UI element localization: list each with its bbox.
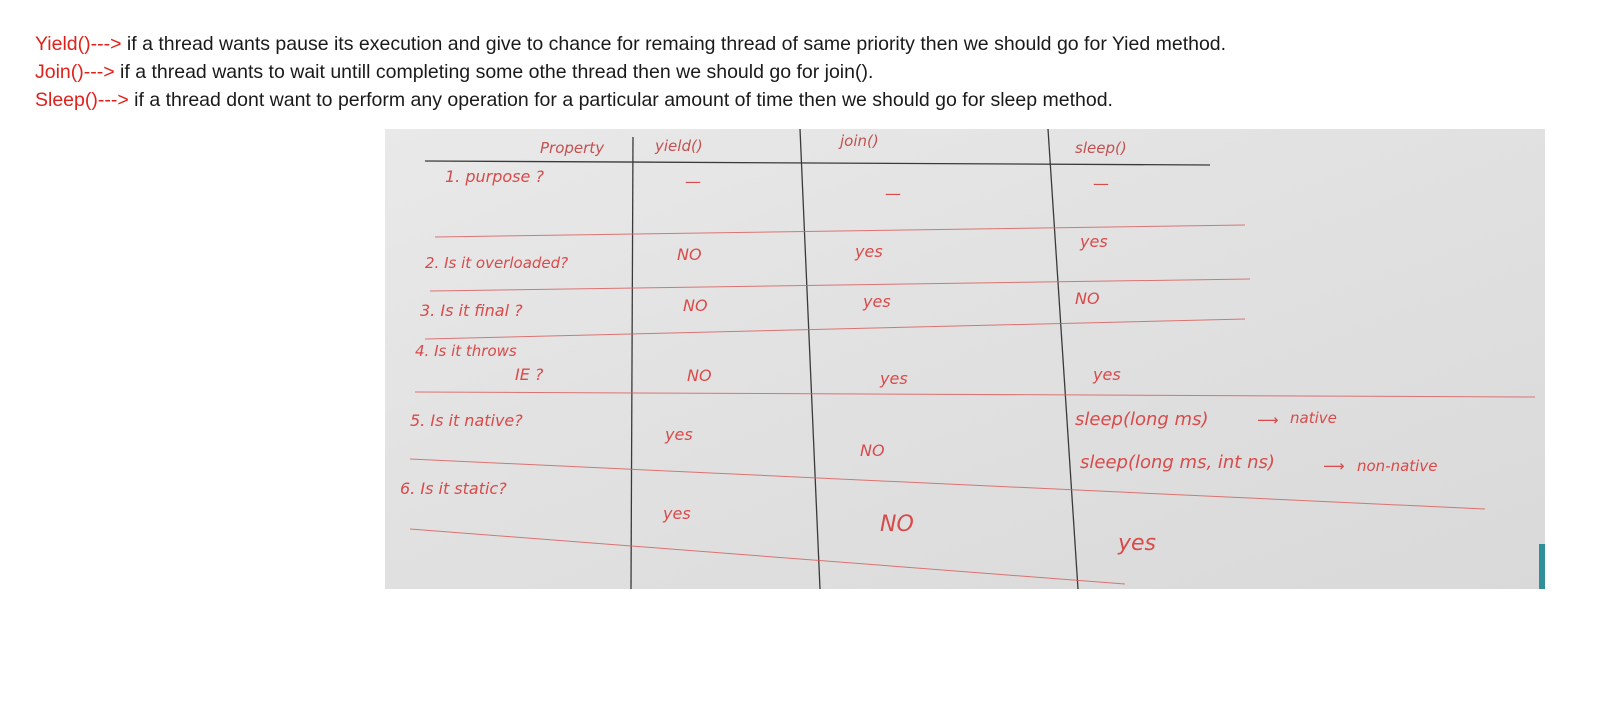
- row5-join: NO: [860, 441, 885, 460]
- note-sleep-key: Sleep()--->: [35, 89, 129, 111]
- header-join: join(): [840, 132, 879, 150]
- row6-sleep: yes: [1118, 531, 1157, 556]
- row2-join: yes: [855, 242, 883, 261]
- row5-sleep-note1-arrow: ⟶: [1257, 411, 1279, 429]
- row2-property: 2. Is it overloaded?: [425, 254, 569, 272]
- row1-sleep: —: [1093, 174, 1109, 193]
- row4-property-line1: 4. Is it throws: [415, 342, 517, 360]
- note-yield-key: Yield()--->: [35, 33, 122, 55]
- notes-section: [35, 30, 1226, 114]
- row5-sleep-note1: sleep(long ms): [1075, 409, 1209, 430]
- row5-sleep-note2-tag: non-native: [1357, 457, 1438, 475]
- row5-yield: yes: [665, 425, 693, 444]
- row1-property: 1. purpose ?: [445, 167, 544, 186]
- row2-sleep: yes: [1080, 232, 1108, 251]
- row5-sleep-note2: sleep(long ms, int ns): [1080, 452, 1275, 473]
- header-yield: yield(): [655, 137, 703, 155]
- note-join-text: if a thread wants to wait untill completing some othe thread then we should go for join().: [114, 61, 874, 83]
- row5-sleep-note2-arrow: ⟶: [1323, 457, 1345, 475]
- row3-sleep: NO: [1075, 289, 1100, 308]
- row1-yield: —: [685, 172, 701, 191]
- note-sleep: [35, 86, 1226, 114]
- row6-join: NO: [880, 512, 914, 537]
- row6-yield: yes: [663, 504, 691, 523]
- row5-property: 5. Is it native?: [410, 411, 523, 430]
- row4-property-line2: IE ?: [515, 365, 544, 384]
- row4-sleep: yes: [1093, 365, 1121, 384]
- row2-yield: NO: [677, 245, 702, 264]
- row4-yield: NO: [687, 366, 712, 385]
- board-corner-accent: [1539, 544, 1545, 589]
- note-join: [35, 58, 1226, 86]
- row3-property: 3. Is it final ?: [420, 301, 523, 320]
- header-property: Property: [540, 139, 605, 157]
- board-grid-lines: [385, 129, 1545, 589]
- row5-sleep-note1-tag: native: [1290, 409, 1337, 427]
- header-sleep: sleep(): [1075, 139, 1127, 157]
- note-sleep-text: if a thread dont want to perform any operation for a particular amount of time then we should go for sleep method.: [128, 89, 1113, 111]
- note-yield-text: if a thread wants pause its execution and give to chance for remaing thread of same priority then we should go for Yied method.: [121, 33, 1227, 55]
- row3-join: yes: [863, 292, 891, 311]
- note-join-key: Join()--->: [35, 61, 115, 83]
- row4-join: yes: [880, 369, 908, 388]
- whiteboard-image: [385, 129, 1545, 589]
- note-yield: [35, 30, 1226, 58]
- row6-property: 6. Is it static?: [400, 479, 507, 498]
- row3-yield: NO: [683, 296, 708, 315]
- row1-join: —: [885, 184, 901, 203]
